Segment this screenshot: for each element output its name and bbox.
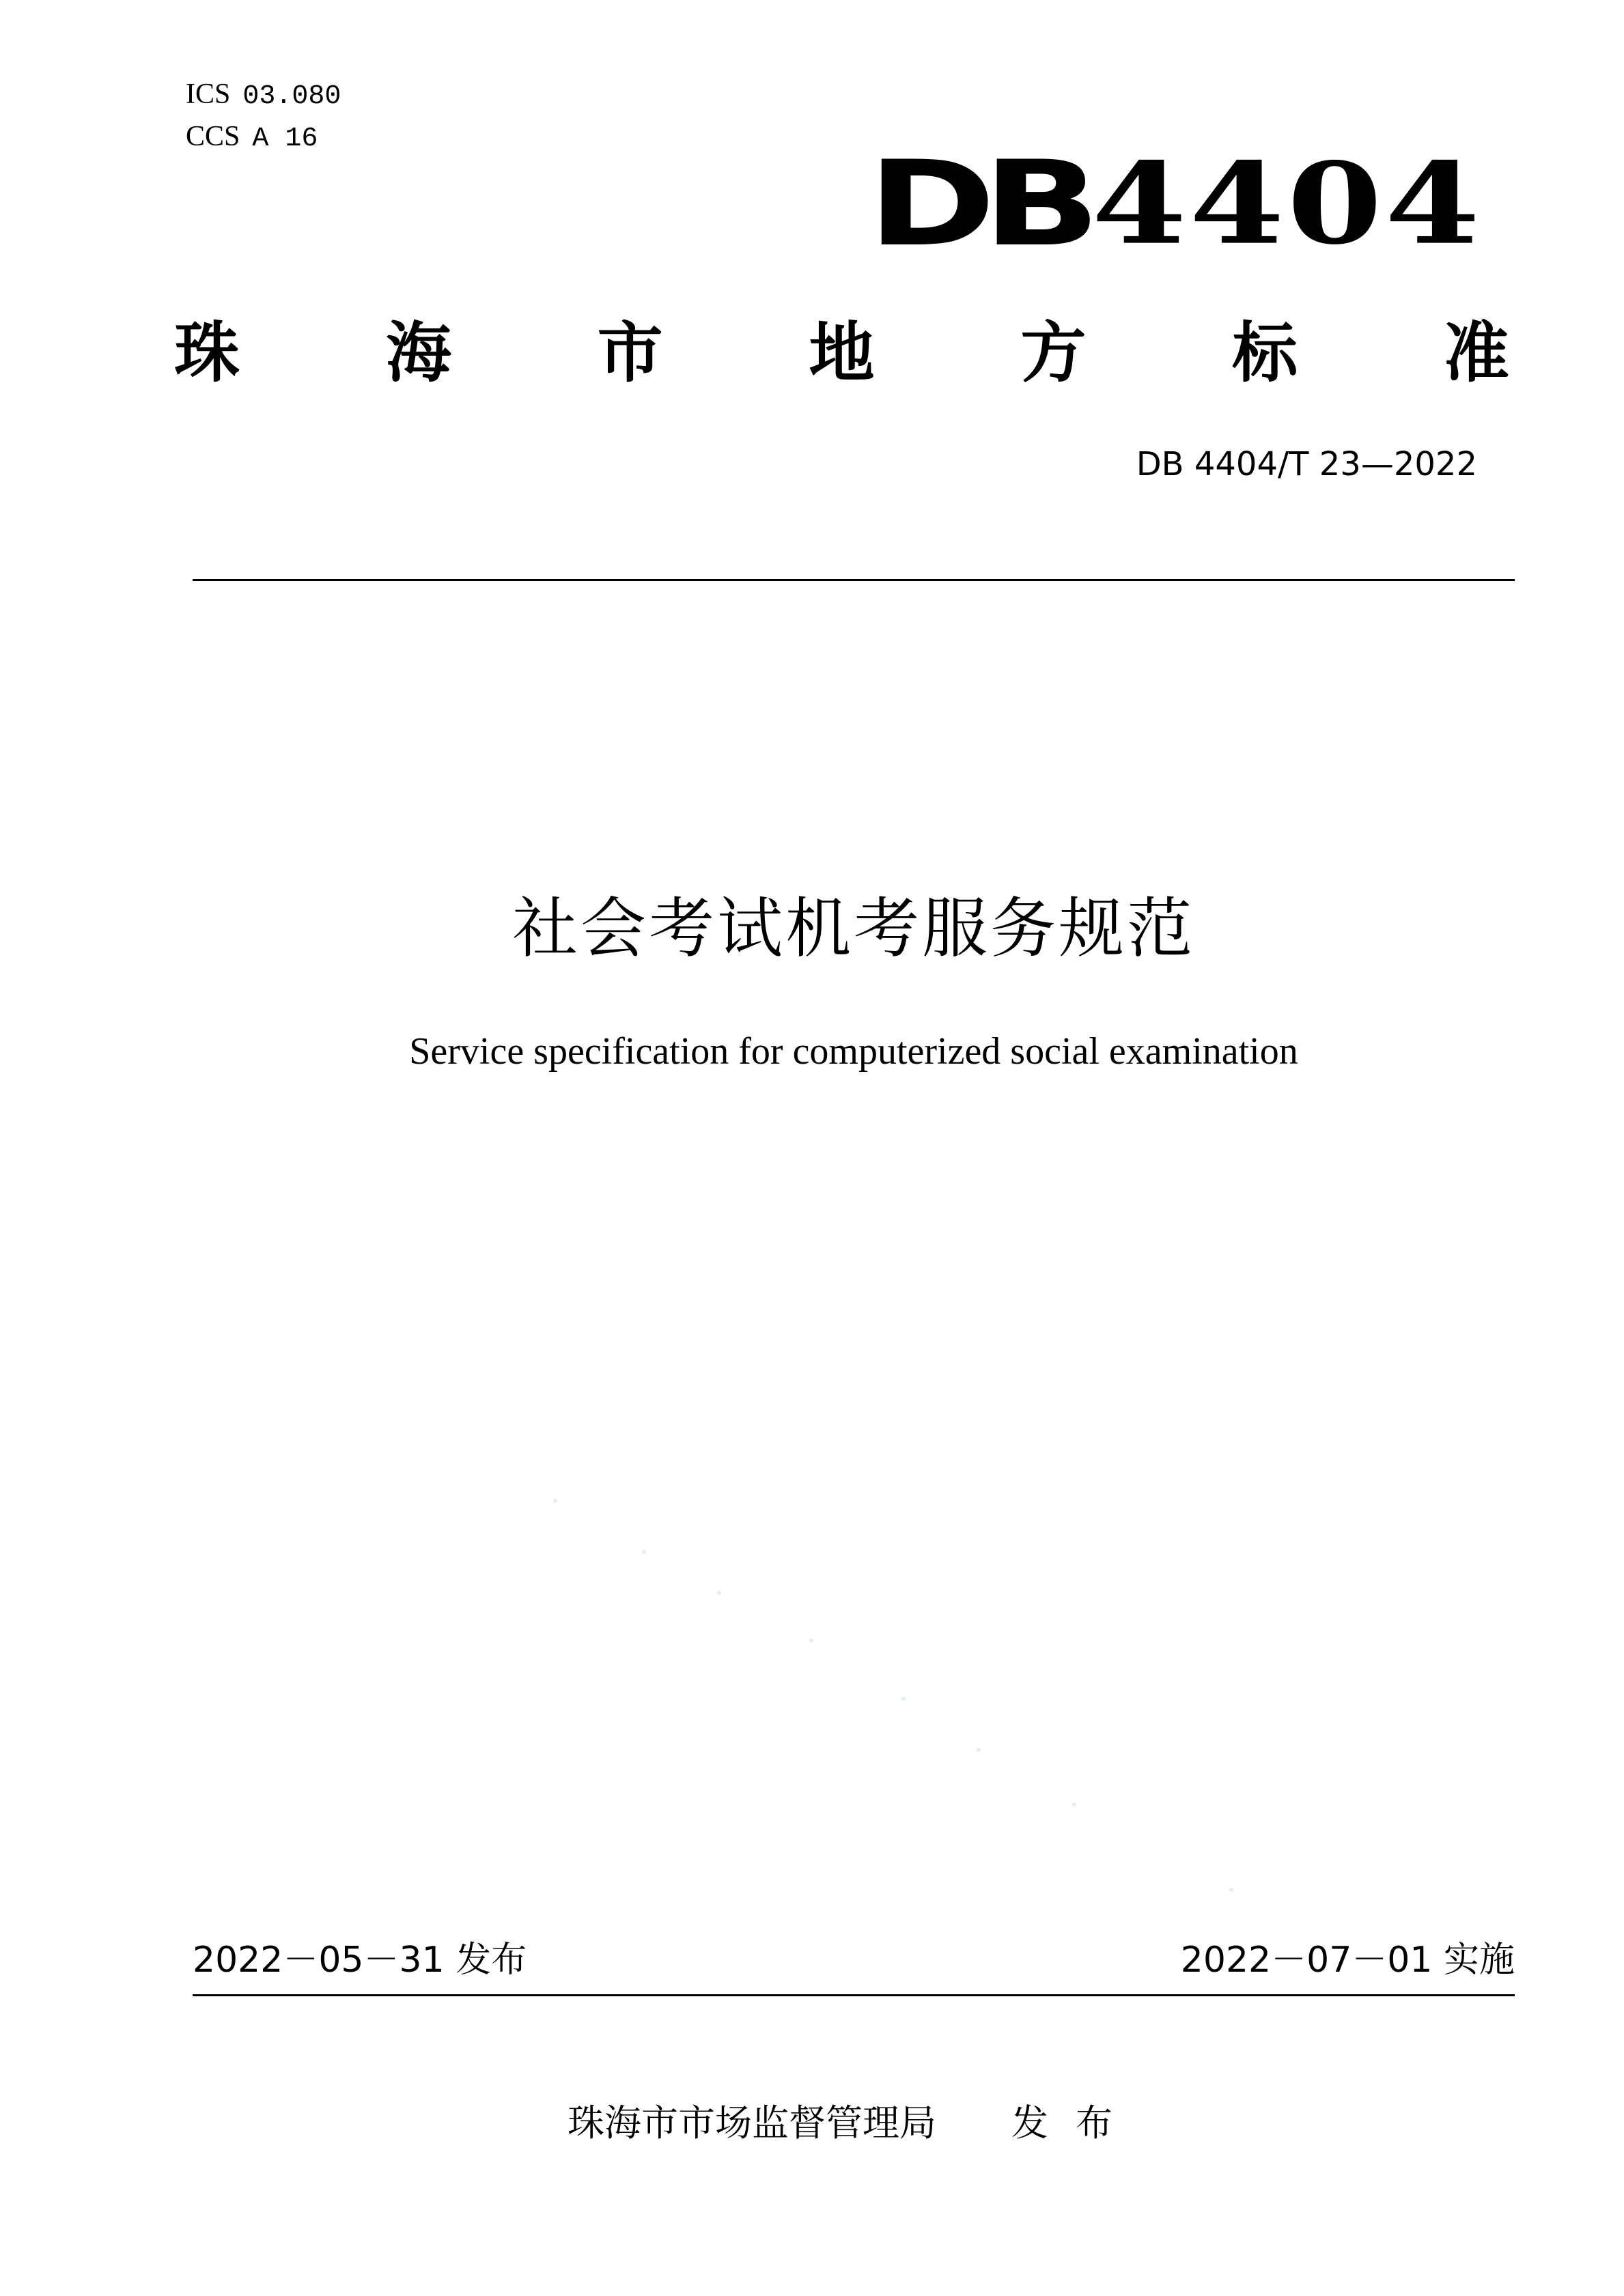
db-logo-number: 4404 [1091,137,1483,270]
db-logo [867,134,1483,272]
scan-speck [901,1697,906,1701]
document-title-zh: 社会考试机考服务规范 [512,890,1195,967]
db-logo-prefix: DB [867,134,1088,272]
ccs-classification [186,120,318,156]
ics-label: ICS [186,79,231,110]
issue-date: 2022－05－31 发布 [193,1940,527,1981]
ics-code: 03.080 [242,81,341,112]
scan-speck [977,1748,981,1752]
publish-action: 发布 [1011,2101,1140,2144]
ccs-label: CCS [186,121,240,152]
scan-speck [809,1639,813,1643]
category-char: 准 [1443,315,1509,391]
ccs-code: A 16 [252,124,318,154]
category-char: 海 [385,315,451,391]
footer-divider [193,1994,1515,1996]
category-char: 市 [597,315,663,391]
publisher-line [0,2099,1624,2147]
category-char: 方 [1020,315,1087,391]
ics-classification [186,78,341,113]
implementation-date: 2022－07－01 实施 [1180,1940,1515,1981]
scan-speck [717,1591,721,1595]
scan-speck [1072,1802,1076,1806]
document-title-en: Service specification for computerized social examination [409,1030,1298,1073]
category-char: 地 [809,315,875,391]
standard-number: DB 4404/T 23—2022 [1136,445,1477,483]
scan-speck [642,1550,646,1554]
publisher-name: 珠海市市场监督管理局 [568,2101,936,2144]
scan-speck [553,1499,557,1503]
category-char: 标 [1232,315,1298,391]
scan-speck [1229,1888,1233,1892]
standard-category-title [174,315,1509,391]
category-char: 珠 [174,315,240,391]
header-divider [193,579,1515,581]
